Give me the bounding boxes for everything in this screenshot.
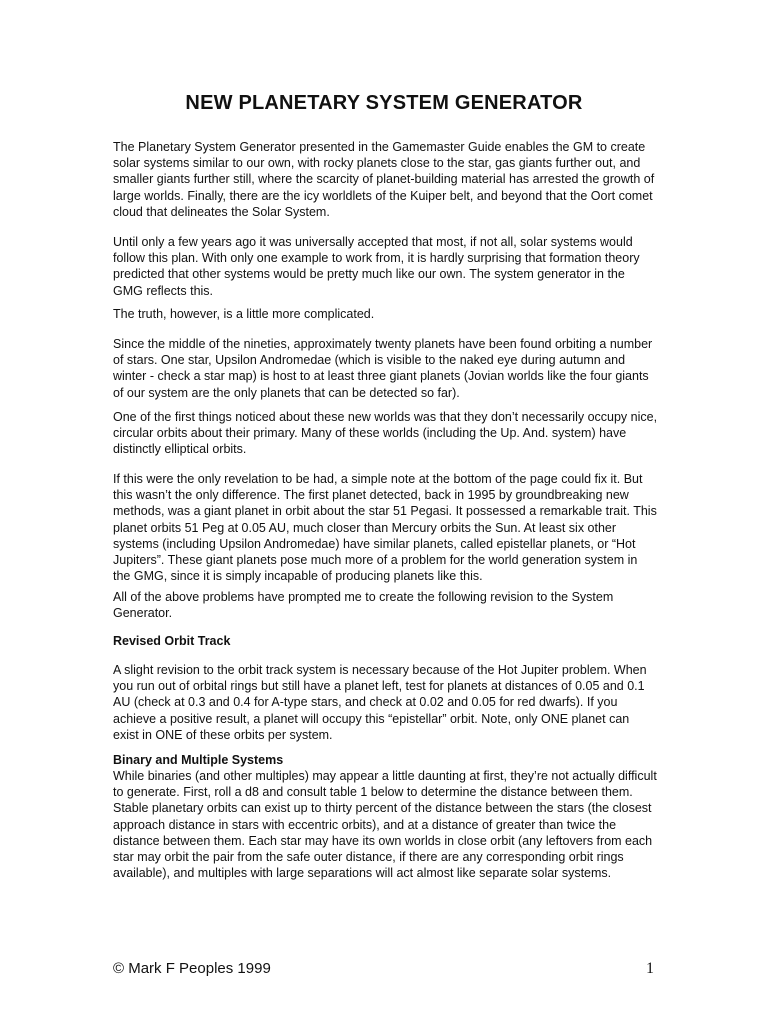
paragraph-discoveries: Since the middle of the nineties, approximately twenty planets have been found orbiting a number of stars. One star, Upsilon Andromedae (which is visible to the naked eye during autumn and winter - check a star map) is host to at least three giant planets (Jovian worlds like the four giants of our system are the only planets that can be detected so far). bbox=[113, 337, 653, 400]
page-title: NEW PLANETARY SYSTEM GENERATOR bbox=[185, 92, 583, 114]
paragraph-intro: The Planetary System Generator presented in the Gamemaster Guide enables the GM to create solar systems similar to our own, with rocky planets close to the star, gas giants further out, and smaller giants further still, where the scarcity of planet-building material has arrested the growth of large worlds. Finally, there are the icy worldlets of the Kuiper belt, and beyond that the Oort comet cloud that delineates the Solar System. bbox=[113, 140, 655, 219]
page-number: 1 bbox=[646, 960, 654, 977]
paragraph-revision: All of the above problems have prompted me to create the following revision to the System Generator. bbox=[113, 590, 614, 621]
paragraph-history: Until only a few years ago it was universally accepted that most, if not all, solar systems would follow this plan. With only one example to work from, it is hardly surprising that formation theory predicted that other systems would be pretty much like our own. The system generator in the GMG reflects this. bbox=[113, 235, 640, 298]
paragraph-elliptical: One of the first things noticed about these new worlds was that they don’t necessarily occupy nice, circular orbits about their primary. Many of these worlds (including the Up. And. system) have distinctly elliptical orbits. bbox=[113, 410, 658, 457]
paragraph-orbit-track: A slight revision to the orbit track system is necessary because of the Hot Jupiter problem. When you run out of orbital rings but still have a planet left, test for planets at distances of 0.05 and 0.1 AU (check at 0.3 and 0.4 for A-type stars, and check at 0.02 and 0.05 for red dwarfs). If you achieve a positive result, a planet will occupy this “epistellar” orbit. Note, only ONE planet can exist in ONE of these orbits per system. bbox=[113, 663, 647, 742]
paragraph-binary-systems: While binaries (and other multiples) may appear a little daunting at first, they’re not actually difficult to generate. First, roll a d8 and consult table 1 below to determine the distance between them. Stable planetary orbits can exist up to thirty percent of the distance between the stars (the closest approach distance in stars with eccentric orbits), and at a distance of greater than twice the distance between them. Each star may have its own worlds in close orbit (any leftovers from each star may orbit the pair from the safe outer distance, if there are any corresponding orbit rings available), and multiples with large separations will act almost like separate solar systems. bbox=[113, 769, 657, 881]
paragraph-truth: The truth, however, is a little more complicated. bbox=[113, 307, 375, 321]
heading-binary-systems: Binary and Multiple Systems bbox=[113, 753, 284, 767]
paragraph-hot-jupiters: If this were the only revelation to be had, a simple note at the bottom of the page could fix it. But this wasn’t the only difference. The first planet detected, back in 1995 by groundbreaking new methods, was a giant planet in orbit about the star 51 Pegasi. It possessed a remarkable trait. This planet orbits 51 Peg at 0.05 AU, much closer than Mercury orbits the Sun. At least six other systems (including Upsilon Andromedae) have similar planets, called epistellar planets, or “Hot Jupiters”. These giant planets pose much more of a problem for the world generation system in the GMG, since it is simply incapable of producing planets like this. bbox=[113, 472, 657, 584]
footer-copyright: © Mark F Peoples 1999 bbox=[113, 960, 271, 977]
heading-orbit-track: Revised Orbit Track bbox=[113, 634, 231, 648]
